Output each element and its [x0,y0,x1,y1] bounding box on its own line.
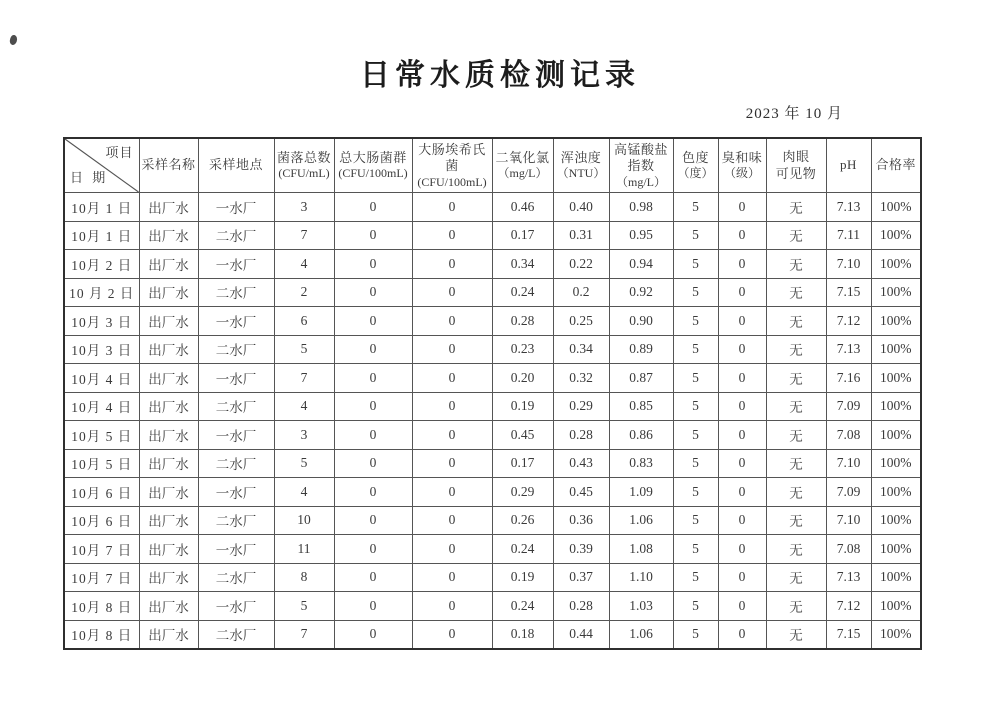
cell-sample-location: 一水厂 [198,535,274,564]
cell-turbidity: 0.36 [553,506,609,535]
cell-visible-matter: 无 [766,221,826,250]
cell-pass-rate: 100% [871,449,921,478]
header-cell-odor-taste [718,138,766,193]
cell-e-coli: 0 [412,421,492,450]
cell-colony-count: 10 [274,506,334,535]
cell-turbidity: 0.43 [553,449,609,478]
cell-date: 10月 2 日 [64,250,139,279]
cell-chlorine-dioxide: 0.29 [492,478,553,507]
cell-sample-location: 一水厂 [198,250,274,279]
cell-sample-name: 出厂水 [139,449,198,478]
table-row [64,392,921,421]
cell-total-coliform: 0 [334,221,412,250]
header-label: 大肠埃希氏菌 [418,142,486,174]
header-label: 合格率 [875,157,916,173]
cell-date: 10月 8 日 [64,620,139,649]
cell-date: 10月 3 日 [64,307,139,336]
cell-colony-count: 11 [274,535,334,564]
cell-colony-count: 6 [274,307,334,336]
cell-sample-location: 一水厂 [198,364,274,393]
cell-ph: 7.10 [826,506,871,535]
cell-sample-name: 出厂水 [139,592,198,621]
cell-ph: 7.10 [826,449,871,478]
cell-ph: 7.08 [826,535,871,564]
header-label: 指数 [627,158,655,174]
cell-visible-matter: 无 [766,563,826,592]
table-row [64,335,921,364]
cell-sample-location: 一水厂 [198,478,274,507]
cell-colony-count: 5 [274,449,334,478]
cell-colony-count: 2 [274,278,334,307]
table-row [64,364,921,393]
cell-chroma: 5 [673,535,718,564]
cell-sample-location: 二水厂 [198,278,274,307]
cell-total-coliform: 0 [334,592,412,621]
cell-chroma: 5 [673,278,718,307]
cell-chlorine-dioxide: 0.45 [492,421,553,450]
cell-ph: 7.10 [826,250,871,279]
cell-permanganate-index: 0.94 [609,250,673,279]
cell-pass-rate: 100% [871,506,921,535]
table-body [64,193,921,650]
header-cell-permanganate-index [609,138,673,193]
cell-colony-count: 7 [274,620,334,649]
table-row [64,278,921,307]
cell-total-coliform: 0 [334,620,412,649]
cell-chlorine-dioxide: 0.17 [492,221,553,250]
cell-odor-taste: 0 [718,506,766,535]
header-cell-sample-name [139,138,198,193]
cell-turbidity: 0.28 [553,592,609,621]
cell-odor-taste: 0 [718,364,766,393]
cell-e-coli: 0 [412,620,492,649]
cell-total-coliform: 0 [334,449,412,478]
cell-total-coliform: 0 [334,392,412,421]
table-row [64,193,921,222]
cell-sample-location: 二水厂 [198,335,274,364]
cell-e-coli: 0 [412,335,492,364]
cell-sample-location: 二水厂 [198,620,274,649]
date-line: 2023 年 10 月 [745,106,843,122]
cell-odor-taste: 0 [718,449,766,478]
cell-turbidity: 0.22 [553,250,609,279]
cell-chlorine-dioxide: 0.19 [492,392,553,421]
cell-permanganate-index: 1.08 [609,535,673,564]
cell-e-coli: 0 [412,449,492,478]
cell-sample-name: 出厂水 [139,278,198,307]
header-label: 菌落总数 [276,150,331,166]
cell-odor-taste: 0 [718,563,766,592]
cell-turbidity: 0.28 [553,421,609,450]
table-row [64,478,921,507]
header-cell-ph [826,138,871,193]
cell-visible-matter: 无 [766,506,826,535]
cell-visible-matter: 无 [766,449,826,478]
header-label: 臭和味 [721,150,763,166]
cell-permanganate-index: 1.10 [609,563,673,592]
cell-sample-location: 一水厂 [198,307,274,336]
table-row [64,563,921,592]
cell-total-coliform: 0 [334,563,412,592]
cell-pass-rate: 100% [871,592,921,621]
cell-chlorine-dioxide: 0.34 [492,250,553,279]
cell-turbidity: 0.31 [553,221,609,250]
cell-sample-name: 出厂水 [139,478,198,507]
cell-e-coli: 0 [412,478,492,507]
cell-sample-location: 一水厂 [198,421,274,450]
cell-ph: 7.13 [826,193,871,222]
header-label: （mg/L） [616,174,666,189]
table-row [64,421,921,450]
cell-visible-matter: 无 [766,535,826,564]
header-label: 采样地点 [208,157,263,173]
cell-turbidity: 0.34 [553,335,609,364]
cell-sample-name: 出厂水 [139,250,198,279]
cell-colony-count: 7 [274,221,334,250]
cell-sample-name: 出厂水 [139,421,198,450]
cell-odor-taste: 0 [718,592,766,621]
cell-date: 10月 7 日 [64,563,139,592]
cell-odor-taste: 0 [718,392,766,421]
cell-pass-rate: 100% [871,221,921,250]
cell-ph: 7.09 [826,478,871,507]
cell-chroma: 5 [673,392,718,421]
cell-pass-rate: 100% [871,620,921,649]
cell-ph: 7.15 [826,620,871,649]
cell-e-coli: 0 [412,221,492,250]
cell-date: 10月 1 日 [64,221,139,250]
cell-date: 10月 1 日 [64,193,139,222]
diagonal-date-label: 日 期 [70,169,109,185]
cell-turbidity: 0.40 [553,193,609,222]
cell-colony-count: 7 [274,364,334,393]
cell-chlorine-dioxide: 0.24 [492,535,553,564]
cell-sample-location: 一水厂 [198,592,274,621]
header-label: 色度 [681,150,709,166]
cell-visible-matter: 无 [766,193,826,222]
cell-sample-name: 出厂水 [139,335,198,364]
cell-date: 10月 5 日 [64,449,139,478]
cell-permanganate-index: 0.90 [609,307,673,336]
cell-sample-location: 二水厂 [198,392,274,421]
cell-pass-rate: 100% [871,193,921,222]
cell-pass-rate: 100% [871,535,921,564]
cell-permanganate-index: 0.86 [609,421,673,450]
cell-sample-name: 出厂水 [139,535,198,564]
cell-turbidity: 0.2 [553,278,609,307]
cell-visible-matter: 无 [766,620,826,649]
cell-ph: 7.15 [826,278,871,307]
cell-total-coliform: 0 [334,307,412,336]
header-cell-chroma [673,138,718,193]
cell-chlorine-dioxide: 0.26 [492,506,553,535]
cell-permanganate-index: 0.89 [609,335,673,364]
header-label: pH [840,157,857,173]
cell-ph: 7.13 [826,335,871,364]
cell-chroma: 5 [673,620,718,649]
cell-odor-taste: 0 [718,278,766,307]
cell-pass-rate: 100% [871,392,921,421]
cell-chroma: 5 [673,421,718,450]
cell-turbidity: 0.39 [553,535,609,564]
cell-sample-name: 出厂水 [139,392,198,421]
cell-date: 10月 7 日 [64,535,139,564]
cell-chlorine-dioxide: 0.24 [492,592,553,621]
cell-odor-taste: 0 [718,221,766,250]
cell-date: 10 月 2 日 [64,278,139,307]
cell-odor-taste: 0 [718,193,766,222]
cell-visible-matter: 无 [766,364,826,393]
cell-chlorine-dioxide: 0.28 [492,307,553,336]
cell-e-coli: 0 [412,307,492,336]
cell-total-coliform: 0 [334,335,412,364]
cell-chlorine-dioxide: 0.20 [492,364,553,393]
cell-colony-count: 4 [274,478,334,507]
table-row [64,307,921,336]
header-cell-chlorine-dioxide [492,138,553,193]
cell-visible-matter: 无 [766,250,826,279]
cell-date: 10月 4 日 [64,392,139,421]
cell-permanganate-index: 0.83 [609,449,673,478]
cell-odor-taste: 0 [718,335,766,364]
cell-colony-count: 3 [274,421,334,450]
diagonal-item-label: 项目 [105,145,134,160]
cell-ph: 7.11 [826,221,871,250]
cell-e-coli: 0 [412,364,492,393]
table-row [64,620,921,649]
cell-e-coli: 0 [412,392,492,421]
cell-chroma: 5 [673,335,718,364]
cell-sample-location: 一水厂 [198,193,274,222]
header-row [64,138,921,193]
cell-ph: 7.12 [826,592,871,621]
header-label: 可见物 [775,165,817,181]
cell-chroma: 5 [673,307,718,336]
header-cell-date-item [64,138,139,193]
cell-date: 10月 3 日 [64,335,139,364]
header-label: （度） [677,166,714,181]
header-cell-visible-matter [766,138,826,193]
cell-total-coliform: 0 [334,250,412,279]
cell-permanganate-index: 1.03 [609,592,673,621]
cell-odor-taste: 0 [718,620,766,649]
cell-sample-name: 出厂水 [139,221,198,250]
header-cell-sample-location [198,138,274,193]
cell-permanganate-index: 1.06 [609,506,673,535]
cell-chlorine-dioxide: 0.19 [492,563,553,592]
header-label: （NTU） [556,166,606,181]
cell-visible-matter: 无 [766,335,826,364]
cell-pass-rate: 100% [871,278,921,307]
cell-total-coliform: 0 [334,421,412,450]
cell-visible-matter: 无 [766,307,826,336]
cell-chlorine-dioxide: 0.46 [492,193,553,222]
cell-sample-name: 出厂水 [139,620,198,649]
cell-permanganate-index: 0.85 [609,392,673,421]
cell-date: 10月 5 日 [64,421,139,450]
cell-odor-taste: 0 [718,478,766,507]
cell-colony-count: 3 [274,193,334,222]
cell-date: 10月 4 日 [64,364,139,393]
cell-pass-rate: 100% [871,250,921,279]
header-label: (CFU/100mL) [417,174,487,189]
page-title: 日常水质检测记录 [360,59,640,92]
table-row [64,250,921,279]
cell-colony-count: 4 [274,250,334,279]
cell-chlorine-dioxide: 0.18 [492,620,553,649]
cell-e-coli: 0 [412,193,492,222]
cell-total-coliform: 0 [334,193,412,222]
header-cell-total-coliform [334,138,412,193]
header-label: 高锰酸盐 [613,142,668,158]
cell-visible-matter: 无 [766,392,826,421]
cell-e-coli: 0 [412,592,492,621]
cell-visible-matter: 无 [766,592,826,621]
cell-turbidity: 0.44 [553,620,609,649]
cell-visible-matter: 无 [766,421,826,450]
cell-turbidity: 0.25 [553,307,609,336]
cell-date: 10月 6 日 [64,478,139,507]
cell-odor-taste: 0 [718,250,766,279]
cell-e-coli: 0 [412,506,492,535]
cell-permanganate-index: 0.98 [609,193,673,222]
cell-e-coli: 0 [412,278,492,307]
cell-ph: 7.13 [826,563,871,592]
cell-chroma: 5 [673,506,718,535]
header-label: （级） [723,166,760,181]
cell-sample-location: 二水厂 [198,506,274,535]
cell-date: 10月 6 日 [64,506,139,535]
cell-permanganate-index: 0.87 [609,364,673,393]
header-cell-turbidity [553,138,609,193]
cell-total-coliform: 0 [334,535,412,564]
header-label: (CFU/100mL) [338,166,408,181]
cell-ph: 7.09 [826,392,871,421]
cell-pass-rate: 100% [871,364,921,393]
header-label: （mg/L） [497,166,548,181]
cell-ph: 7.12 [826,307,871,336]
cell-chroma: 5 [673,364,718,393]
cell-colony-count: 8 [274,563,334,592]
cell-e-coli: 0 [412,535,492,564]
cell-colony-count: 5 [274,592,334,621]
cell-pass-rate: 100% [871,421,921,450]
cell-date: 10月 8 日 [64,592,139,621]
cell-permanganate-index: 0.95 [609,221,673,250]
cell-chroma: 5 [673,478,718,507]
header-label: (CFU/mL) [278,166,330,181]
header-cell-pass-rate [871,138,921,193]
header-label: 肉眼 [782,149,810,165]
cell-chroma: 5 [673,250,718,279]
cell-e-coli: 0 [412,563,492,592]
cell-turbidity: 0.29 [553,392,609,421]
cell-permanganate-index: 1.06 [609,620,673,649]
cell-pass-rate: 100% [871,563,921,592]
cell-visible-matter: 无 [766,278,826,307]
cell-pass-rate: 100% [871,478,921,507]
cell-e-coli: 0 [412,250,492,279]
cell-ph: 7.16 [826,364,871,393]
cell-odor-taste: 0 [718,535,766,564]
scan-artifact [9,34,19,46]
cell-ph: 7.08 [826,421,871,450]
cell-sample-name: 出厂水 [139,506,198,535]
cell-chroma: 5 [673,221,718,250]
cell-chlorine-dioxide: 0.24 [492,278,553,307]
cell-total-coliform: 0 [334,478,412,507]
cell-chlorine-dioxide: 0.23 [492,335,553,364]
cell-total-coliform: 0 [334,278,412,307]
cell-pass-rate: 100% [871,307,921,336]
cell-turbidity: 0.32 [553,364,609,393]
cell-sample-location: 二水厂 [198,221,274,250]
header-cell-colony-count [274,138,334,193]
cell-sample-name: 出厂水 [139,563,198,592]
header-label: 总大肠菌群 [339,150,407,166]
cell-total-coliform: 0 [334,364,412,393]
header-label: 二氧化氯 [495,150,550,166]
cell-chlorine-dioxide: 0.17 [492,449,553,478]
cell-visible-matter: 无 [766,478,826,507]
header-cell-e-coli [412,138,492,193]
table-row [64,592,921,621]
cell-sample-name: 出厂水 [139,307,198,336]
cell-turbidity: 0.45 [553,478,609,507]
table-row [64,221,921,250]
cell-chroma: 5 [673,193,718,222]
cell-pass-rate: 100% [871,335,921,364]
cell-colony-count: 4 [274,392,334,421]
cell-total-coliform: 0 [334,506,412,535]
cell-chroma: 5 [673,563,718,592]
cell-sample-location: 二水厂 [198,563,274,592]
header-label: 浑浊度 [560,150,602,166]
cell-chroma: 5 [673,449,718,478]
cell-chroma: 5 [673,592,718,621]
table-row [64,535,921,564]
cell-permanganate-index: 0.92 [609,278,673,307]
table-row [64,506,921,535]
cell-odor-taste: 0 [718,421,766,450]
cell-colony-count: 5 [274,335,334,364]
cell-odor-taste: 0 [718,307,766,336]
cell-sample-location: 二水厂 [198,449,274,478]
water-quality-table [63,137,922,650]
cell-permanganate-index: 1.09 [609,478,673,507]
header-label: 采样名称 [141,157,196,173]
cell-sample-name: 出厂水 [139,364,198,393]
cell-sample-name: 出厂水 [139,193,198,222]
table-row [64,449,921,478]
cell-turbidity: 0.37 [553,563,609,592]
